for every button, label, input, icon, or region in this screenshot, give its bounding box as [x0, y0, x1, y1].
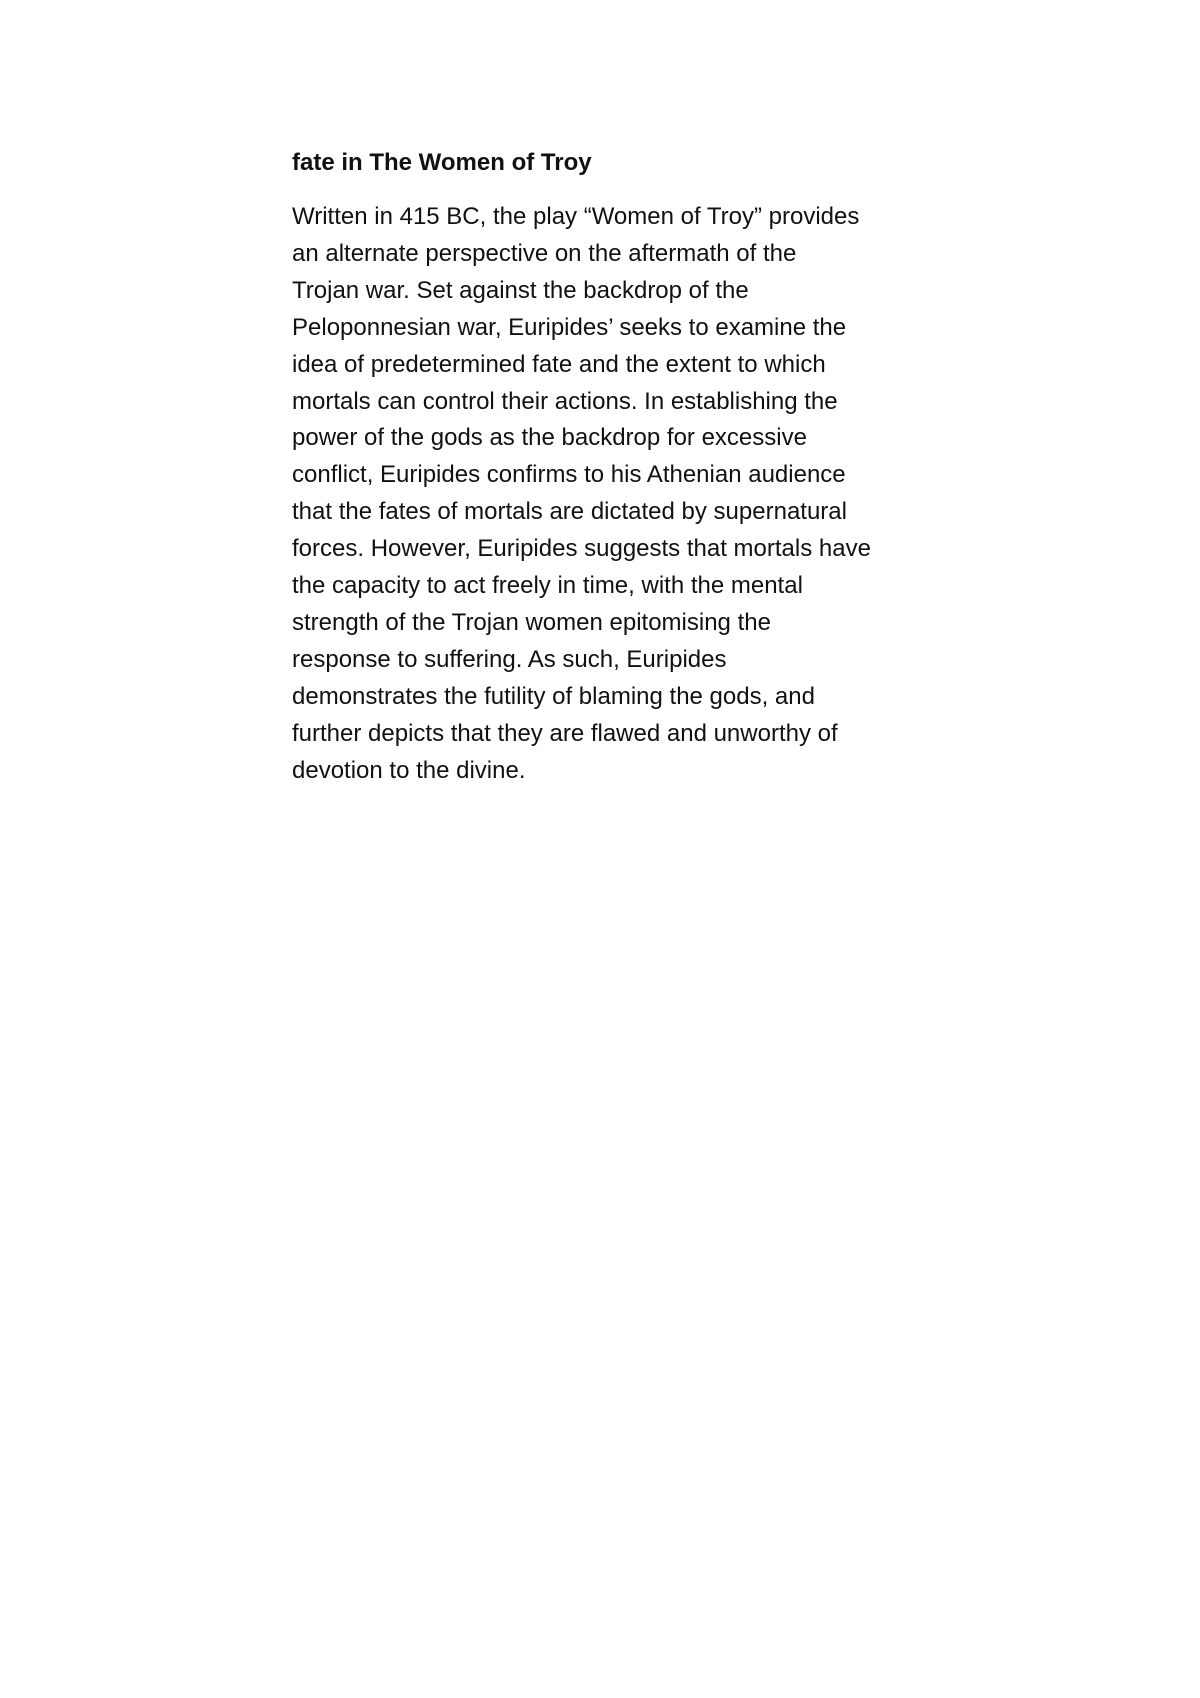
body-line: strength of the Trojan women epitomising the [292, 608, 771, 636]
body-line: Trojan war. Set against the backdrop of the [292, 276, 749, 304]
body-line: mortals can control their actions. In establishing the [292, 387, 838, 415]
document-body [292, 199, 932, 790]
body-line: power of the gods as the backdrop for excessive [292, 424, 807, 452]
document-title: fate in The Women of Troy [292, 149, 592, 176]
body-line: the capacity to act freely in time, with the mental [292, 572, 803, 600]
body-line: Peloponnesian war, Euripides’ seeks to examine the [292, 313, 847, 341]
body-line: conflict, Euripides confirms to his Athenian audience [292, 461, 846, 489]
body-line: devotion to the divine. [292, 756, 526, 784]
body-line: an alternate perspective on the aftermath of the [292, 239, 797, 267]
body-line: idea of predetermined fate and the extent to which [292, 350, 826, 378]
body-line: Written in 415 BC, the play “Women of Troy” provides [292, 203, 860, 230]
body-line: response to suffering. As such, Euripides [292, 645, 727, 673]
document-content [292, 145, 932, 790]
body-line: further depicts that they are flawed and unworthy of [292, 719, 838, 747]
body-line: demonstrates the futility of blaming the gods, and [292, 682, 815, 710]
body-line: that the fates of mortals are dictated by supernatural [292, 498, 847, 526]
body-line: forces. However, Euripides suggests that mortals have [292, 535, 871, 563]
